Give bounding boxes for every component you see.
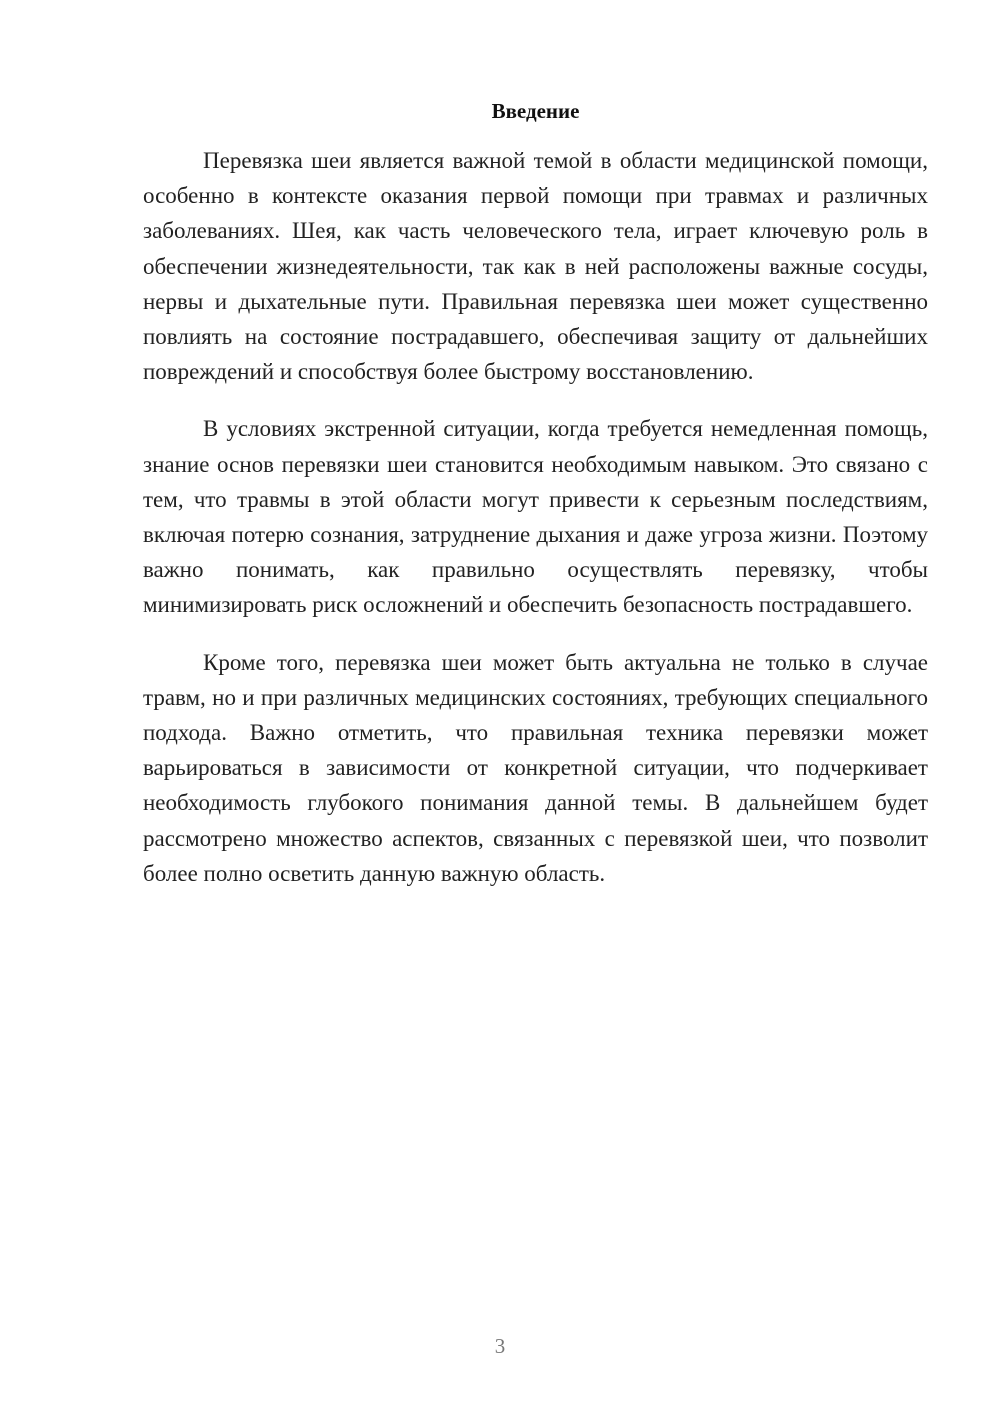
page-number: 3 [494, 1334, 506, 1358]
paragraph-3: Кроме того, перевязка шеи может быть актуальна не только в случае травм, но и при различных медицинских состояниях, требующих специального подхода. Важно отметить, что правильная техника перевязки может варьироваться в зависимости от конкретной ситуации, что подчеркивает необходимость глубокого понимания данной темы. В дальнейшем будет рассмотрено множество аспектов, связанных с перевязкой шеи, что позволит более полно осветить данную важную область. [143, 649, 928, 886]
section-title: Введение [491, 99, 580, 123]
paragraph-2: В условиях экстренной ситуации, когда требуется немедленная помощь, знание основ перевязки шеи становится необходимым навыком. Это связано с тем, что травмы в этой области могут привести к серьезным последствиям, включая потерю сознания, затруднение дыхания и даже угроза жизни. Поэтому важно понимать, как правильно осуществлять перевязку, чтобы минимизировать риск осложнений и обеспечить безопасность пострадавшего. [143, 416, 928, 618]
body-text [143, 143, 928, 913]
paragraph-1: Перевязка шеи является важной темой в области медицинской помощи, особенно в контексте оказания первой помощи при травмах и различных заболеваниях. Шея, как часть человеческого тела, играет ключевую роль в обеспечении жизнедеятельности, так как в ней расположены важные сосуды, нервы и дыхательные пути. Правильная перевязка шеи может существенно повлиять на состояние пострадавшего, обеспечивая защиту от дальнейших повреждений и способствуя более быстрому восстановлению. [143, 148, 928, 385]
